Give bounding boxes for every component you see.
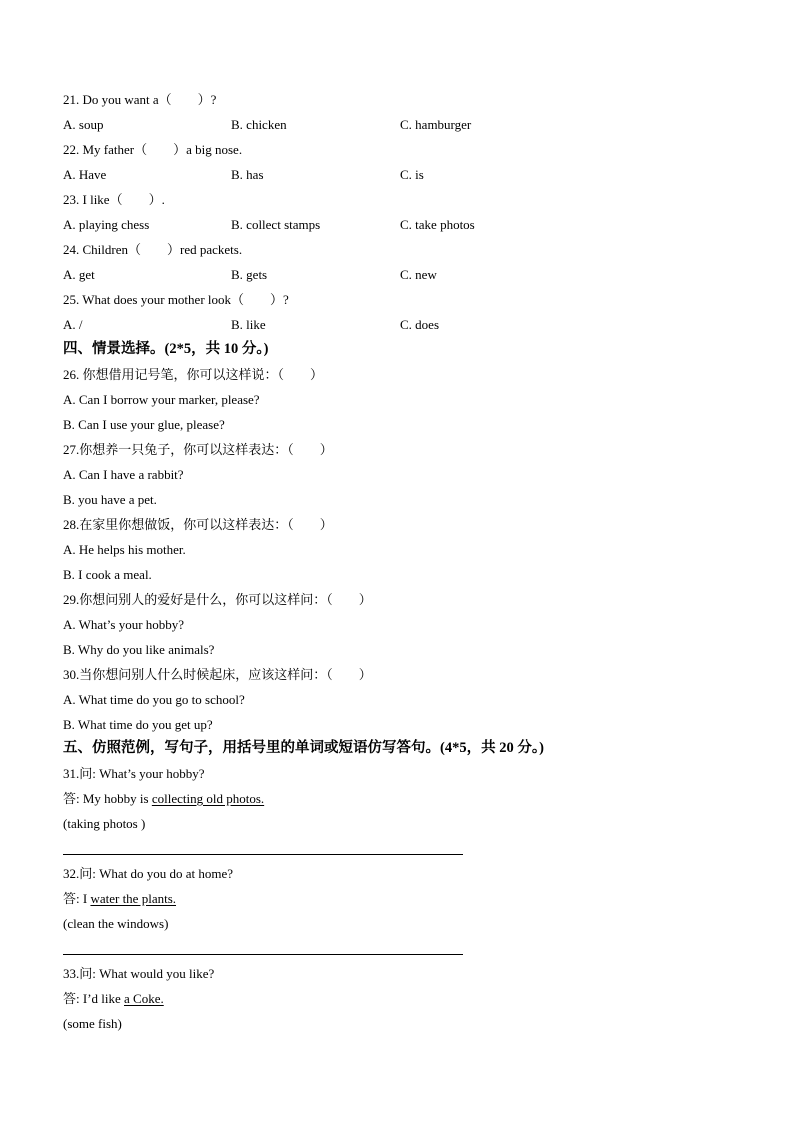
option-b: B. Why do you like animals? <box>63 642 215 657</box>
answer-prefix: 答: My hobby is <box>63 791 152 806</box>
option-b: B. chicken <box>231 117 287 132</box>
underlined-phrase: a Coke. <box>124 991 164 1006</box>
option-c: C. hamburger <box>400 117 472 132</box>
option-a: A. / <box>63 317 83 332</box>
option-a: A. What time do you go to school? <box>63 692 245 707</box>
answer-line[interactable] <box>63 954 463 955</box>
option-a: A. soup <box>63 117 104 132</box>
option-a: A. He helps his mother. <box>63 542 186 557</box>
option-b: B. I cook a meal. <box>63 567 152 582</box>
answer-prefix: 答: I <box>63 891 91 906</box>
option-b: B. gets <box>231 267 268 282</box>
answer-prefix: 答: I’d like <box>63 991 125 1006</box>
example-answer <box>63 988 164 1010</box>
option-b: B. you have a pet. <box>63 492 157 507</box>
question-text: 31.问: What’s your hobby? <box>63 766 205 781</box>
option-a: A. get <box>63 267 95 282</box>
underlined-phrase: collecting old photos. <box>151 791 265 806</box>
section-heading-5: 五、仿照范例，写句子，用括号里的单词或短语仿写答句。(4*5，共 20 分。) <box>63 740 544 756</box>
question-text: 33.问: What would you like? <box>63 966 215 981</box>
question-text: 29.你想问别人的爱好是什么，你可以这样问：（ ） <box>63 592 372 607</box>
option-b: B. has <box>231 167 264 182</box>
question-text: 25. What does your mother look（ ）? <box>63 292 289 307</box>
question-text: 24. Children（ ）red packets. <box>63 242 243 257</box>
question-text: 27.你想养一只兔子，你可以这样表达：（ ） <box>63 442 333 457</box>
option-a: A. playing chess <box>63 217 150 232</box>
question-text: 30.当你想问别人什么时候起床，应该这样问：（ ） <box>63 667 372 682</box>
option-a: A. Can I borrow your marker, please? <box>63 392 260 407</box>
question-text: 22. My father（ ）a big nose. <box>63 142 243 157</box>
answer-line[interactable] <box>63 854 463 855</box>
question-text: 23. I like（ ）. <box>63 192 165 207</box>
underlined-phrase: water the plants. <box>90 891 177 906</box>
option-a: A. What’s your hobby? <box>63 617 185 632</box>
cue-phrase: (taking photos ) <box>63 816 146 831</box>
question-text: 26. 你想借用记号笔，你可以这样说：（ ） <box>63 367 324 382</box>
option-c: C. new <box>400 267 437 282</box>
option-a: A. Can I have a rabbit? <box>63 467 184 482</box>
option-b: B. What time do you get up? <box>63 717 213 732</box>
example-answer <box>63 788 264 810</box>
cue-phrase: (some fish) <box>63 1016 122 1031</box>
option-c: C. is <box>400 167 424 182</box>
option-c: C. take photos <box>400 217 475 232</box>
option-b: B. Can I use your glue, please? <box>63 417 225 432</box>
option-b: B. collect stamps <box>231 217 321 232</box>
question-text: 32.问: What do you do at home? <box>63 866 234 881</box>
option-a: A. Have <box>63 167 107 182</box>
option-b: B. like <box>231 317 266 332</box>
example-answer <box>63 888 176 910</box>
section-heading-4: 四、情景选择。(2*5，共 10 分。) <box>63 341 269 357</box>
question-text: 28.在家里你想做饭，你可以这样表达：（ ） <box>63 517 333 532</box>
cue-phrase: (clean the windows) <box>63 916 169 931</box>
option-c: C. does <box>400 317 439 332</box>
question-text: 21. Do you want a（ ）? <box>63 92 217 107</box>
